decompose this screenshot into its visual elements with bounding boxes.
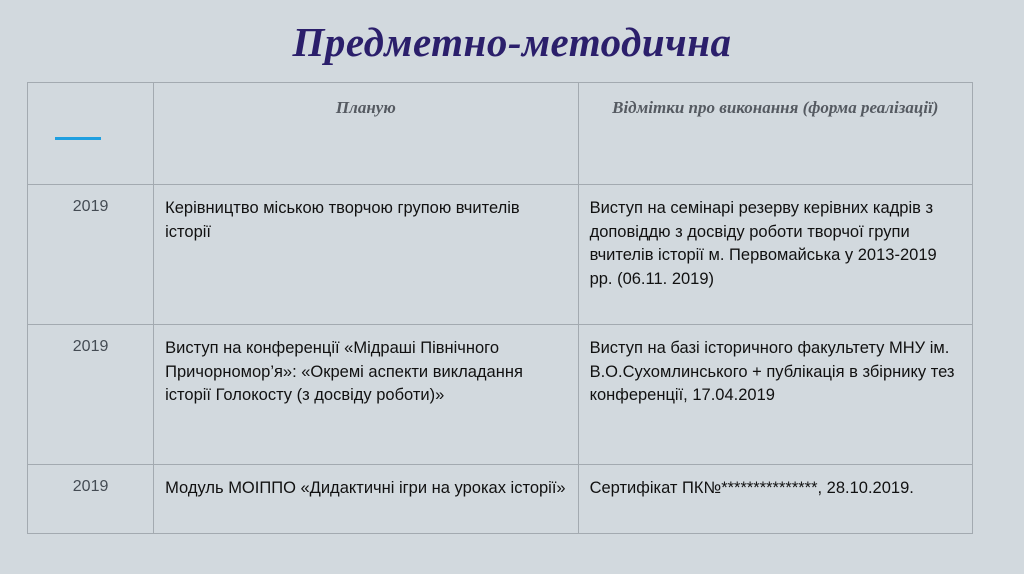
plan-text: Керівництво міською творчою групою вчителів історії: [165, 199, 520, 241]
header-plan-label: Планую: [335, 98, 396, 117]
year-text: 2019: [72, 478, 109, 495]
result-text: Виступ на базі історичного факультету МНУ ім. В.О.Сухомлинського + публікація в збірнику тез конференції, 17.04.2019: [589, 339, 955, 404]
plan-text: Виступ на конференції «Мідраші Північного Причорномор’я»: «Окремі аспекти викладання історії Голокосту (з досвіду роботи)»: [165, 339, 523, 404]
plan-table: [27, 82, 973, 534]
result-cell: [578, 325, 972, 465]
plan-cell: [154, 465, 578, 534]
year-cell: [28, 185, 154, 325]
slide-title: Предметно-методична: [292, 19, 732, 65]
result-text: Виступ на семінарі резерву керівних кадрів з доповіддю з досвіду роботи творчої групи вчителів історії м. Первомайська у 2013-2019 рр. (06.11. 2019): [589, 199, 937, 288]
header-cell-result: [578, 83, 972, 185]
table-row: [28, 325, 973, 465]
result-text: Сертифікат ПК№***************, 28.10.2019.: [589, 479, 914, 497]
plan-cell: [154, 185, 578, 325]
year-cell: [28, 465, 154, 534]
plan-text: Модуль МОІППО «Дидактичні ігри на уроках історії»: [165, 479, 566, 497]
result-cell: [578, 465, 972, 534]
table-row: [28, 185, 973, 325]
table-row: [28, 465, 973, 534]
year-text: 2019: [72, 338, 109, 355]
table-header-row: [28, 83, 973, 185]
header-cell-year: [28, 83, 154, 185]
year-text: 2019: [72, 198, 109, 215]
year-cell: [28, 325, 154, 465]
result-cell: [578, 185, 972, 325]
header-result-label: Відмітки про виконання (форма реалізації): [612, 98, 939, 117]
plan-cell: [154, 325, 578, 465]
dash-decoration: [55, 137, 101, 140]
header-cell-plan: [154, 83, 578, 185]
